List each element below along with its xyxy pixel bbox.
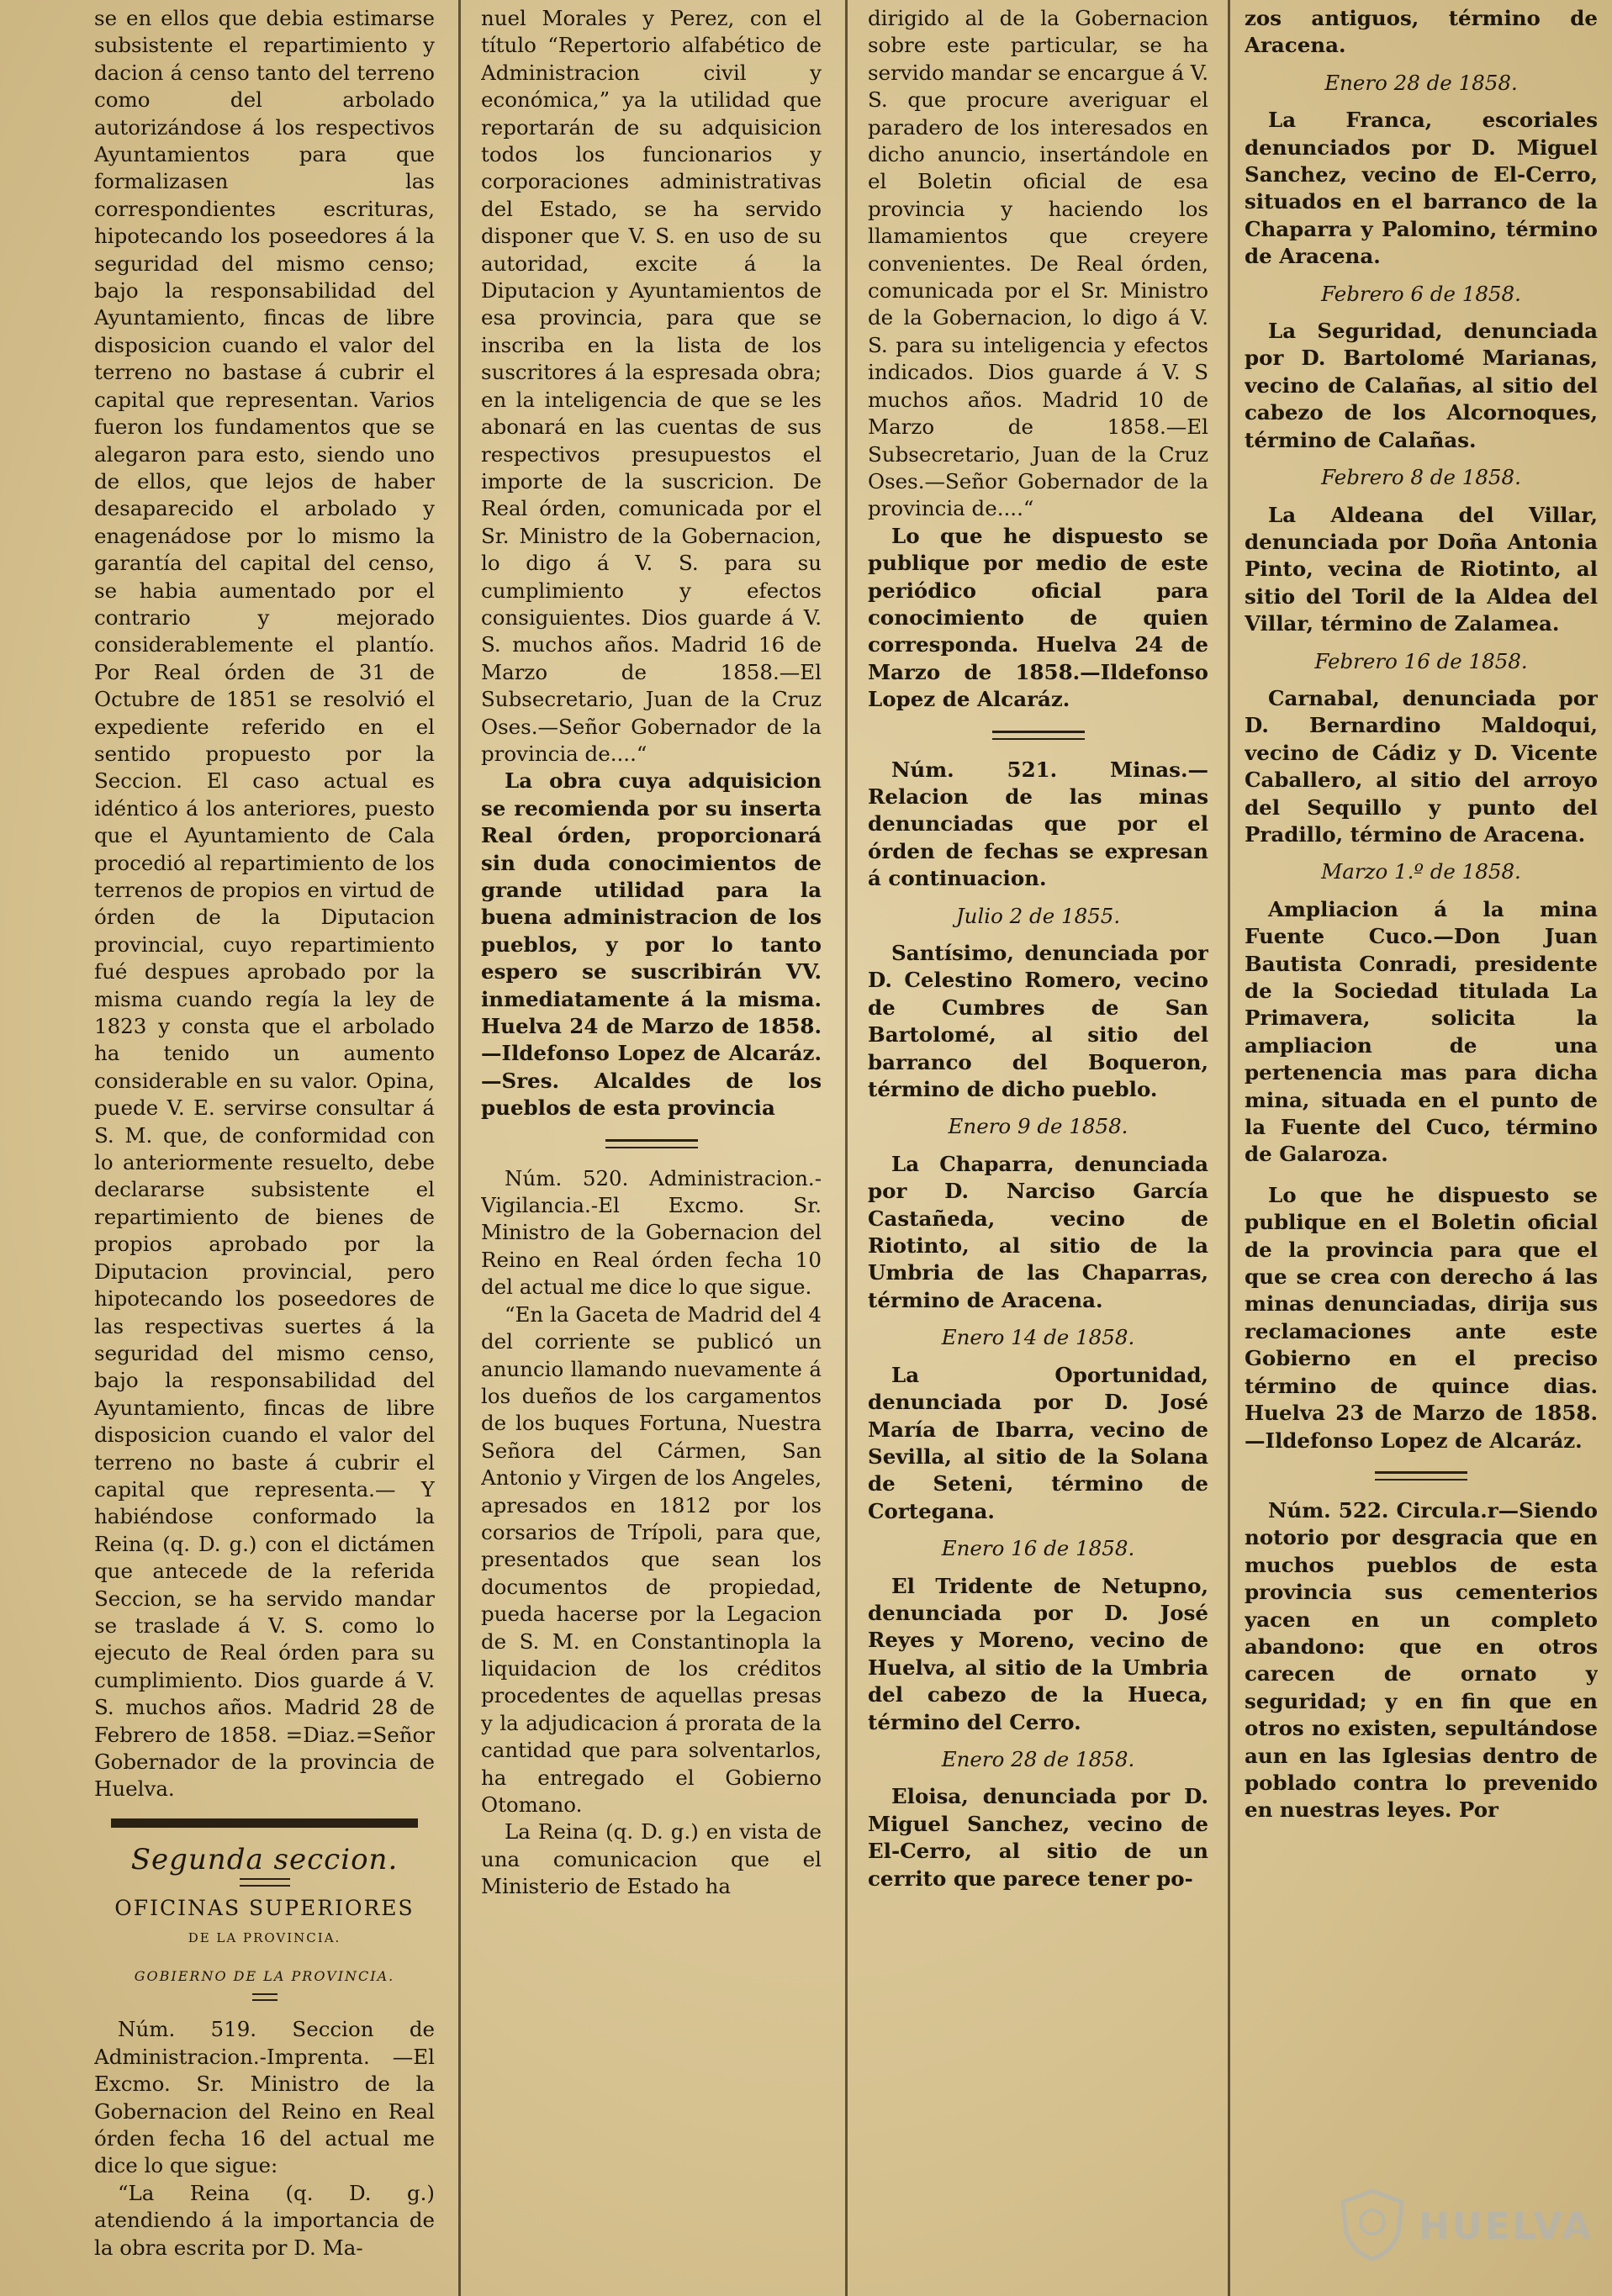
short-rule bbox=[252, 1993, 277, 2001]
paragraph: Lo que he dispuesto se publique por medio de este periódico oficial para conocimiento de quien corresponda. Huelva 24 de Marzo de 1858.—Ildefonso Lopez de Alcaráz. bbox=[868, 523, 1208, 712]
article-521 bbox=[868, 757, 1208, 893]
entry-date: Julio 2 de 1855. bbox=[955, 903, 1121, 928]
article-number: Núm. 520. bbox=[505, 1165, 629, 1190]
article-body: Administracion.-Vigilancia.-El Excmo. Sr. Ministro de la Gobernacion del Reino en Real órden fecha 10 del actual me dice lo que sigue. bbox=[481, 1165, 822, 1300]
article-number: Núm. 519. bbox=[118, 2017, 257, 2042]
gobierno-heading: GOBIERNO DE LA PROVINCIA. bbox=[134, 1968, 395, 1985]
mine-entry: La Seguridad, denunciada por D. Bartolomé Marianas, vecino de Calañas, al sitio del cabezo de los Alcornoques, término de Calañas. bbox=[1245, 319, 1598, 452]
mine-entry: Ampliacion á la mina Fuente Cuco.—Don Juan Bautista Conradi, presidente de la Sociedad titulada La Primavera, solicita la ampliacion de una pertenencia mas para dicha mina, situada en el punto de la Fuente del Cuco, término de Galaroza. bbox=[1245, 896, 1598, 1167]
column-2 bbox=[481, 5, 822, 2275]
article-rule bbox=[992, 731, 1085, 740]
entry-date: Febrero 16 de 1858. bbox=[1314, 648, 1528, 673]
entry-date: Enero 16 de 1858. bbox=[941, 1536, 1135, 1561]
entry-date: Enero 14 de 1858. bbox=[941, 1325, 1135, 1350]
article-rule bbox=[1375, 1471, 1467, 1481]
paragraph: se en ellos que debia estimarse subsistente el repartimiento y dacion á censo tanto del terreno como del arbolado autorizándose á los respectivos Ayuntamientos para que formalizasen las correspondientes escrituras, hipotecando los poseedores á la seguridad del mismo censo; bajo la responsabilidad del Ayuntamiento, fincas de libre disposicion cuando el valor del terreno no bastase á cubrir el capital que representan. Varios fueron los fundamentos que se alegaron para esto, siendo uno de ellos, que lejos de haber desaparecido el arbolado y enagenádose por lo mismo la garantía del capital del censo, se habia aumentado por el contrario y mejorado considerablemente el plantío. Por Real órden de 31 de Octubre de 1851 se resolvió el expediente referido en el sentido propuesto por la Seccion. El caso actual es idéntico á los anteriores, puesto que el Ayuntamiento de Cala procedió al repartimiento de los terrenos de propios en virtud de órden de la Diputacion provincial, cuyo repartimiento fué despues aprobado por la misma cuando regía la ley de 1823 y consta que el arbolado ha tenido un aumento considerable en su valor. Opina, puede V. E. servirse consultar á S. M. que, de conformidad con lo anteriormente resuelto, debe declararse subsistente el repartimiento de bienes de propios aprobado por la Diputacion provincial, pero hipotecando los poseedores de las respectivas suertes á la seguridad del mismo censo, bajo la responsabilidad del Ayuntamiento, fincas de libre disposicion cuando el valor del terreno no baste á cubrir el capital que representa.— Y habiéndose conformado la Reina (q. D. g.) con el dictámen que antecede de la referida Seccion, se ha servido mandar se traslade á V. S. como lo ejecuto de Real órden para su cumplimiento. Dios guarde á V. S. muchos años. Madrid 28 de Febrero de 1858. =Diaz.=Señor Gobernador de la provincia de Huelva. bbox=[94, 6, 435, 1802]
section-rule bbox=[111, 1818, 418, 1828]
paragraph: zos antiguos, término de Aracena. bbox=[1245, 6, 1598, 58]
article-520 bbox=[481, 1165, 822, 1301]
column-separator bbox=[845, 0, 848, 2296]
entry-date: Marzo 1.º de 1858. bbox=[1321, 859, 1521, 884]
entry-date: Enero 28 de 1858. bbox=[1324, 70, 1518, 95]
paragraph: La obra cuya adquisicion se recomienda por su inserta Real órden, proporcionará sin duda conocimientos de grande utilidad para la buena administracion de los pueblos, y por lo tanto espero se suscribirán VV. inmediatamente á la misma. Huelva 24 de Marzo de 1858.—Ildefonso Lopez de Alcaráz.—Sres. Alcaldes de los pueblos de esta provincia bbox=[481, 768, 822, 1121]
entry-date: Enero 9 de 1858. bbox=[948, 1114, 1128, 1139]
provincia-subheading: DE LA PROVINCIA. bbox=[188, 1929, 341, 1945]
mine-entry: La Chaparra, denunciada por D. Narciso García Castañeda, vecino de Riotinto, al sitio de la Umbria de las Chaparras, término de Aracena. bbox=[868, 1151, 1208, 1312]
column-4 bbox=[1245, 5, 1598, 2275]
column-separator bbox=[458, 0, 461, 2296]
shield-icon bbox=[1335, 2187, 1410, 2262]
paragraph: dirigido al de la Gobernacion sobre este particular, se ha servido mandar se encargue á V. S. que procure averiguar el paradero de los interesados en dicho anuncio, insertándole en el Boletin oficial de esa provincia y haciendo los llamamientos que creyere convenientes. De Real órden, comunicada por el Sr. Ministro de la Gobernacion, lo digo á V. S. para su inteligencia y efectos indicados. Dios guarde á V. S muchos años. Madrid 10 de Marzo de 1858.—El Subsecretario, Juan de la Cruz Oses.—Señor Gobernador de la provincia de....“ bbox=[868, 6, 1208, 521]
article-rule bbox=[605, 1139, 698, 1148]
column-3 bbox=[868, 5, 1208, 2275]
mine-entry: Santísimo, denunciada por D. Celestino Romero, vecino de Cumbres de San Bartolomé, al sitio del barranco del Boqueron, término de dicho pueblo. bbox=[868, 941, 1208, 1102]
paragraph: La Reina (q. D. g.) en vista de una comunicacion que el Ministerio de Estado ha bbox=[481, 1819, 822, 1899]
article-body: Minas.—Relacion de las minas denunciadas que por el órden de fechas se expresan á continuacion. bbox=[868, 757, 1208, 891]
mine-entry: Eloisa, denunciada por D. Miguel Sanchez, vecino de El-Cerro, al sitio de un cerrito que parece tener po- bbox=[868, 1784, 1208, 1891]
paragraph: “En la Gaceta de Madrid del 4 del corriente se publicó un anuncio llamando nuevamente á los dueños de los cargamentos de los buques Fortuna, Nuestra Señora del Cármen, San Antonio y Virgen de los Angeles, apresados en 1812 por los corsarios de Trípoli, para que, presentados que sean los documentos de propiedad, pueda hacerse por la Legacion de S. M. en Constantinopla la liquidacion de los créditos procedentes de aquellas presas y la adjudicacion á prorata de la cantidad que para solventarlos, ha entregado el Gobierno Otomano. bbox=[481, 1301, 822, 1817]
oficinas-heading: OFICINAS SUPERIORES bbox=[114, 1896, 415, 1921]
article-body: Circula.r—Siendo notorio por desgracia que en muchos pueblos de esta provincia sus cementerios yacen en un completo abandono: que en otros carecen de ornato y seguridad; y en fin que en otros no existen, sepultándose aun en las Iglesias dentro de poblado contra lo prevenido en nuestras leyes. Por bbox=[1245, 1497, 1598, 1823]
entry-date: Enero 28 de 1858. bbox=[941, 1746, 1135, 1771]
section-title: Segunda seccion. bbox=[130, 1842, 399, 1876]
article-number: Núm. 521. bbox=[891, 757, 1058, 782]
paragraph: “La Reina (q. D. g.) atendiendo á la importancia de la obra escrita por D. Ma- bbox=[94, 2180, 435, 2260]
mine-entry: La Franca, escoriales denunciados por D. Miguel Sanchez, vecino de El-Cerro, situados en el barranco de la Chaparra y Palomino, término de Aracena. bbox=[1245, 108, 1598, 269]
watermark bbox=[1335, 2187, 1594, 2262]
article-body: Seccion de Administracion.-Imprenta. —El Excmo. Sr. Ministro de la Gobernacion del Reino en Real órden fecha 16 del actual me dice lo que sigue: bbox=[94, 2017, 435, 2178]
paragraph: Lo que he dispuesto se publique en el Boletin oficial de la provincia para que el que se crea con derecho á las minas denunciadas, dirija sus reclamaciones ante este Gobierno en el preciso término de quince dias. Huelva 23 de Marzo de 1858.—Ildefonso Lopez de Alcaráz. bbox=[1245, 1182, 1598, 1453]
mine-entry: Carnabal, denunciada por D. Bernardino Maldoqui, vecino de Cádiz y D. Vicente Caballero, al sitio del arroyo del Sequillo y punto del Pradillo, término de Aracena. bbox=[1245, 685, 1598, 847]
spacer bbox=[1245, 1169, 1598, 1182]
paragraph: nuel Morales y Perez, con el título “Repertorio alfabético de Administracion civil y económica,” ya la utilidad que reportarán de su adquisicion todos los funcionarios y corporaciones administrativas del Estado, se ha servido disponer que V. S. en uso de su autoridad, excite á la Diputacion y Ayuntamientos de esa provincia, para que se inscriba en la lista de los suscritores á la espresada obra; en la inteligencia de que se les abonará en las cuentas de sus respectivos presupuestos el importe de la suscricion. De Real órden, comunicada por el Sr. Ministro de la Gobernacion, lo digo á V. S. para su cumplimiento y efectos consiguientes. Dios guarde á V. S. muchos años. Madrid 16 de Marzo de 1858.—El Subsecretario, Juan de la Cruz Oses.—Señor Gobernador de la provincia de....“ bbox=[481, 6, 822, 766]
article-number: Núm. 522. bbox=[1268, 1497, 1389, 1523]
column-1 bbox=[94, 5, 435, 2275]
mine-entry: El Tridente de Netupno, denunciada por D. José Reyes y Moreno, vecino de Huelva, al sitio de la Umbria del cabezo de la Hueca, término del Cerro. bbox=[868, 1573, 1208, 1734]
mine-entry: La Aldeana del Villar, denunciada por Doña Antonia Pinto, vecina de Riotinto, al sitio del Toril de la Aldea del Villar, término de Zalamea. bbox=[1245, 502, 1598, 636]
watermark-text: HUELVA bbox=[1419, 2205, 1594, 2248]
entry-date: Febrero 8 de 1858. bbox=[1321, 465, 1521, 490]
double-rule bbox=[240, 1878, 290, 1887]
column-separator bbox=[1228, 0, 1230, 2296]
article-522 bbox=[1245, 1497, 1598, 1824]
article-519 bbox=[94, 2016, 435, 2179]
entry-date: Febrero 6 de 1858. bbox=[1321, 281, 1521, 306]
mine-entry: La Oportunidad, denunciada por D. José María de Ibarra, vecino de Sevilla, al sitio de la Solana de Seteni, término de Cortegana. bbox=[868, 1362, 1208, 1523]
